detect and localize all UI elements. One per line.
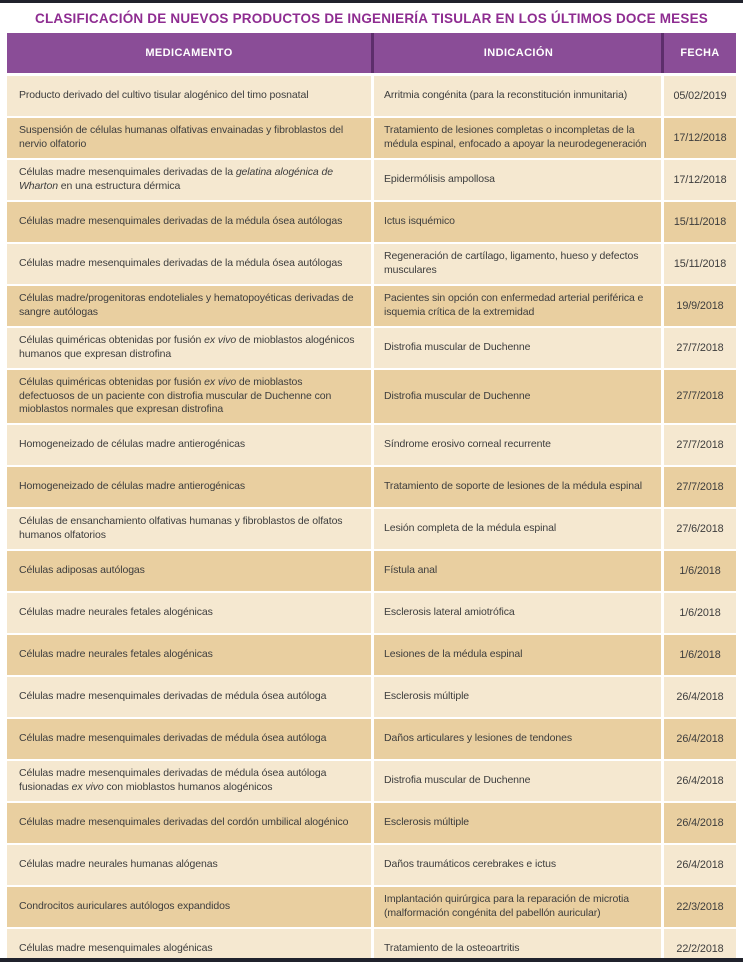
date-text: 1/6/2018 (679, 648, 721, 661)
indication-cell (374, 118, 661, 158)
date-text: 1/6/2018 (679, 606, 721, 619)
medicament-cell (7, 286, 371, 326)
table-row (7, 719, 736, 759)
medicament-cell (7, 118, 371, 158)
date-text: 27/7/2018 (676, 438, 724, 451)
date-cell (664, 328, 736, 368)
table-row (7, 202, 736, 242)
medicament-cell (7, 425, 371, 465)
date-cell (664, 370, 736, 423)
date-cell (664, 202, 736, 242)
indication-text: Síndrome erosivo corneal recurrente (384, 438, 551, 451)
indication-text: Esclerosis múltiple (384, 690, 470, 703)
medicament-text: Células madre/progenitoras endoteliales y hematopoyéticas derivadas de sangre autólogas (19, 292, 354, 318)
date-text: 22/2/2018 (676, 942, 724, 955)
medicament-text: Suspensión de células humanas olfativas envainadas y fibroblastos del nervio olfatorio (19, 124, 344, 150)
medicament-cell (7, 160, 371, 200)
indication-text: Ictus isquémico (384, 215, 455, 228)
date-cell (664, 551, 736, 591)
medicament-text: Células madre mesenquimales derivadas de la gelatina alogénica de Wharton en una estructura dérmica (19, 166, 333, 192)
date-text: 17/12/2018 (673, 131, 727, 144)
date-cell (664, 425, 736, 465)
indication-cell (374, 328, 661, 368)
date-text: 05/02/2019 (673, 89, 727, 102)
medicament-text: Producto derivado del cultivo tisular alogénico del timo posnatal (19, 89, 309, 102)
date-text: 27/7/2018 (676, 480, 724, 493)
table-body (7, 76, 736, 962)
date-cell (664, 635, 736, 675)
medicament-text: Células adiposas autólogas (19, 564, 145, 577)
indication-cell (374, 76, 661, 116)
indication-cell (374, 202, 661, 242)
table-row (7, 509, 736, 549)
medicament-text: Células quiméricas obtenidas por fusión ex vivo de mioblastos alogénicos humanos que expresan distrofina (19, 334, 355, 360)
date-cell (664, 244, 736, 284)
indication-text: Esclerosis lateral amiotrófica (384, 606, 515, 619)
indication-text: Fístula anal (384, 564, 438, 577)
table-row (7, 887, 736, 927)
table-row (7, 160, 736, 200)
table-header-row (7, 33, 736, 73)
table-row (7, 328, 736, 368)
indication-text: Lesiones de la médula espinal (384, 648, 523, 661)
date-text: 17/12/2018 (673, 173, 727, 186)
medicament-cell (7, 328, 371, 368)
medicament-text: Células madre neurales fetales alogénicas (19, 648, 213, 661)
medicament-text: Células de ensanchamiento olfativas humanas y fibroblastos de olfatos humanos olfatorios (19, 515, 343, 541)
indication-text: Pacientes sin opción con enfermedad arterial periférica e isquemia crítica de la extremidad (384, 292, 644, 318)
table-row (7, 803, 736, 843)
indication-text: Tratamiento de soporte de lesiones de la médula espinal (384, 480, 642, 493)
date-text: 26/4/2018 (676, 690, 724, 703)
date-cell (664, 677, 736, 717)
medicament-cell (7, 719, 371, 759)
table-row (7, 76, 736, 116)
indication-text: Epidermólisis ampollosa (384, 173, 495, 186)
medicament-text: Células madre mesenquimales derivadas del cordón umbilical alogénico (19, 816, 349, 829)
table-row (7, 677, 736, 717)
indication-text: Arritmia congénita (para la reconstitución inmunitaria) (384, 89, 628, 102)
table-row (7, 551, 736, 591)
medicament-text: Células madre mesenquimales derivadas de la médula ósea autólogas (19, 257, 343, 270)
indication-text: Distrofia muscular de Duchenne (384, 389, 531, 402)
indication-cell (374, 593, 661, 633)
date-cell (664, 845, 736, 885)
indication-text: Tratamiento de lesiones completas o incompletas de la médula espinal, enfocado a apoyar la neurodegeneración (384, 124, 647, 150)
table-row (7, 845, 736, 885)
date-text: 15/11/2018 (673, 215, 727, 228)
indication-cell (374, 761, 661, 801)
date-text: 19/9/2018 (676, 299, 724, 312)
indication-text: Tratamiento de la osteoartritis (384, 942, 520, 955)
medicament-cell (7, 467, 371, 507)
date-text: 26/4/2018 (676, 774, 724, 787)
date-cell (664, 286, 736, 326)
medicament-cell (7, 845, 371, 885)
page-title: CLASIFICACIÓN DE NUEVOS PRODUCTOS DE INGENIERÍA TISULAR EN LOS ÚLTIMOS DOCE MESES (35, 11, 708, 26)
date-cell (664, 803, 736, 843)
date-cell (664, 76, 736, 116)
indication-cell (374, 803, 661, 843)
medicament-cell (7, 761, 371, 801)
indication-cell (374, 286, 661, 326)
table-row (7, 593, 736, 633)
medicament-text: Condrocitos auriculares autólogos expandidos (19, 900, 230, 913)
column-header-indicacion: INDICACIÓN (374, 33, 661, 73)
products-table (7, 33, 736, 962)
indication-cell (374, 677, 661, 717)
date-cell (664, 761, 736, 801)
medicament-cell (7, 202, 371, 242)
indication-cell (374, 425, 661, 465)
indication-text: Lesión completa de la médula espinal (384, 522, 557, 535)
table-row (7, 244, 736, 284)
date-text: 27/6/2018 (676, 522, 724, 535)
indication-cell (374, 370, 661, 423)
medicament-text: Células quiméricas obtenidas por fusión ex vivo de mioblastos defectuosos de un paciente con distrofia muscular de Duchenne con mioblastos normales que expresan distrofina (19, 376, 332, 416)
column-header-medicamento: MEDICAMENTO (7, 33, 371, 73)
medicament-cell (7, 677, 371, 717)
table-row (7, 425, 736, 465)
indication-cell (374, 635, 661, 675)
medicament-cell (7, 76, 371, 116)
medicament-cell (7, 635, 371, 675)
indication-text: Regeneración de cartílago, ligamento, hueso y defectos musculares (384, 250, 639, 276)
date-text: 22/3/2018 (676, 900, 724, 913)
medicament-cell (7, 887, 371, 927)
table-row (7, 635, 736, 675)
medicament-text: Células madre mesenquimales derivadas de médula ósea autóloga (19, 690, 327, 703)
table-row (7, 286, 736, 326)
table-row (7, 370, 736, 423)
indication-cell (374, 887, 661, 927)
date-cell (664, 467, 736, 507)
medicament-text: Células madre neurales fetales alogénicas (19, 606, 213, 619)
medicament-cell (7, 370, 371, 423)
indication-cell (374, 551, 661, 591)
date-cell (664, 593, 736, 633)
date-text: 27/7/2018 (676, 390, 724, 403)
table-row (7, 467, 736, 507)
medicament-text: Células madre neurales humanas alógenas (19, 858, 218, 871)
indication-cell (374, 845, 661, 885)
medicament-cell (7, 244, 371, 284)
medicament-text: Homogeneizado de células madre antierogénicas (19, 480, 246, 493)
indication-text: Distrofia muscular de Duchenne (384, 341, 531, 354)
date-cell (664, 160, 736, 200)
medicament-text: Células madre mesenquimales derivadas de la médula ósea autólogas (19, 215, 343, 228)
medicament-cell (7, 593, 371, 633)
medicament-text: Células madre mesenquimales derivadas de médula ósea autóloga (19, 732, 327, 745)
indication-cell (374, 509, 661, 549)
date-cell (664, 719, 736, 759)
medicament-cell (7, 551, 371, 591)
indication-cell (374, 467, 661, 507)
medicament-text: Células madre mesenquimales derivadas de médula ósea autóloga fusionadas ex vivo con mioblastos humanos alogénicos (19, 767, 327, 793)
table-row (7, 118, 736, 158)
medicament-cell (7, 509, 371, 549)
indication-cell (374, 160, 661, 200)
date-text: 26/4/2018 (676, 858, 724, 871)
table-row (7, 761, 736, 801)
medicament-text: Homogeneizado de células madre antierogénicas (19, 438, 246, 451)
date-cell (664, 118, 736, 158)
date-text: 26/4/2018 (676, 732, 724, 745)
indication-text: Daños articulares y lesiones de tendones (384, 732, 573, 745)
indication-text: Implantación quirúrgica para la reparación de microtia (malformación congénita del pabellón auricular) (384, 893, 629, 919)
date-cell (664, 509, 736, 549)
indication-text: Daños traumáticos cerebrakes e ictus (384, 858, 557, 871)
date-text: 27/7/2018 (676, 341, 724, 354)
date-text: 26/4/2018 (676, 816, 724, 829)
indication-cell (374, 719, 661, 759)
bottom-border-bar (0, 958, 743, 962)
indication-text: Distrofia muscular de Duchenne (384, 774, 531, 787)
column-header-fecha: FECHA (664, 33, 736, 73)
indication-text: Esclerosis múltiple (384, 816, 470, 829)
date-cell (664, 887, 736, 927)
indication-cell (374, 244, 661, 284)
medicament-cell (7, 803, 371, 843)
date-text: 1/6/2018 (679, 564, 721, 577)
medicament-text: Células madre mesenquimales alogénicas (19, 942, 213, 955)
date-text: 15/11/2018 (673, 257, 727, 270)
